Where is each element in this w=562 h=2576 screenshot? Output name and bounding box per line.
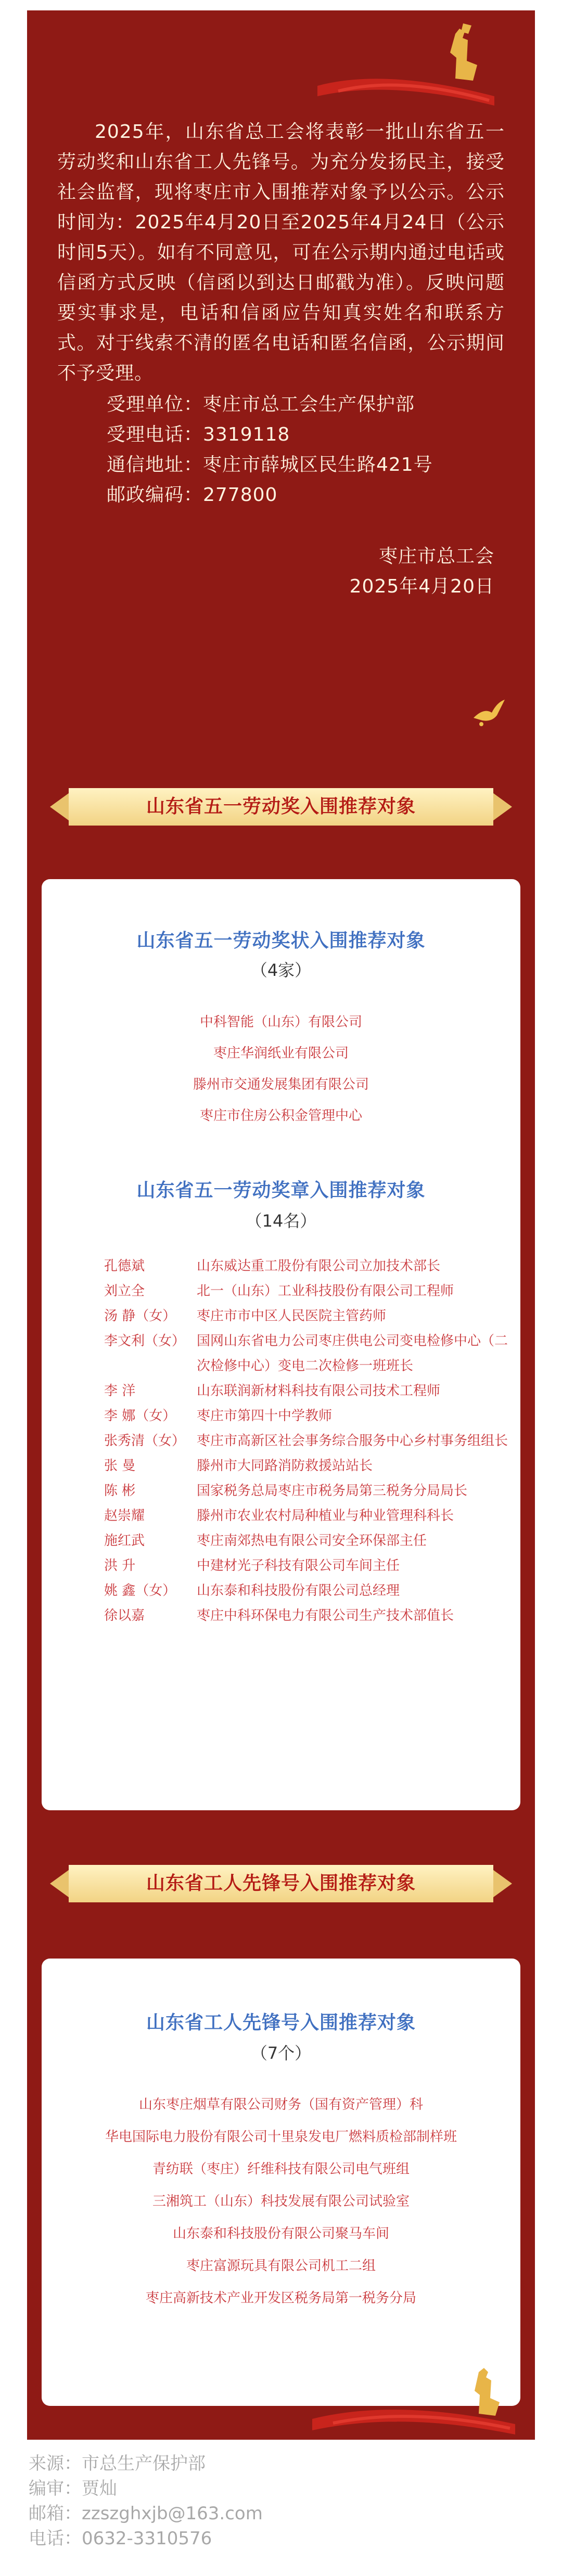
pioneer-org-list (42, 2089, 520, 2314)
ribbon-flag-decoration-top (307, 18, 505, 107)
person-name: 张秀清（女） (104, 1433, 186, 1449)
person-row (104, 1403, 520, 1428)
footer-editor: 编审：贾灿 (29, 2478, 117, 2499)
pioneer-banner-text: 山东省工人先锋号入围推荐对象 (146, 1873, 416, 1894)
pioneer-org: 山东枣庄烟草有限公司财务（国有资产管理）科 (138, 2097, 423, 2113)
notice-section (57, 117, 505, 602)
person-unit: 枣庄中科环保电力有限公司生产技术部值长 (197, 1608, 454, 1624)
contact-postcode: 邮政编码：277800 (107, 484, 278, 506)
medal-org: 枣庄市住房公积金管理中心 (199, 1108, 362, 1124)
person-unit: 枣庄市第四十中学教师 (197, 1408, 333, 1424)
person-row (104, 1379, 520, 1403)
contact-address: 通信地址：枣庄市薛城区民生路421号 (107, 454, 433, 475)
pioneer-card (42, 1959, 520, 2406)
person-name: 李文利（女） (104, 1333, 186, 1349)
dove-decoration (471, 697, 507, 728)
footer-source: 来源：市总生产保护部 (29, 2453, 206, 2474)
notice-date: 2025年4月20日 (349, 576, 494, 597)
footer-phone: 电话：0632-3310576 (29, 2528, 212, 2549)
person-name: 徐以嘉 (104, 1608, 145, 1624)
person-unit: 枣庄市高新区社会事务综合服务中心乡村事务组组长 (197, 1433, 508, 1449)
person-row (104, 1553, 520, 1578)
pioneer-title: 山东省工人先锋号入围推荐对象 (146, 2012, 416, 2033)
signer: 枣庄市总工会 (378, 546, 494, 567)
person-row (104, 1254, 520, 1279)
contact-phone: 受理电话：3319118 (107, 424, 290, 445)
person-unit: 滕州市大同路消防救援站站长 (197, 1458, 373, 1474)
medal-org: 滕州市交通发展集团有限公司 (193, 1077, 369, 1092)
person-row (104, 1428, 520, 1453)
person-name: 赵崇耀 (104, 1508, 145, 1524)
pioneer-org: 青纺联（枣庄）纤维科技有限公司电气班组 (152, 2161, 410, 2177)
person-name: 刘立全 (104, 1283, 145, 1299)
person-name: 陈 彬 (104, 1483, 136, 1499)
person-unit: 枣庄市市中区人民医院主管药师 (197, 1308, 387, 1324)
pioneer-banner (48, 1860, 514, 1908)
person-row (104, 1603, 520, 1628)
badge-count: （14名） (245, 1211, 317, 1231)
contact-unit: 受理单位：枣庄市总工会生产保护部 (107, 394, 415, 415)
person-row (104, 1279, 520, 1304)
person-name: 姚 鑫（女） (104, 1583, 176, 1599)
labor-award-banner-text: 山东省五一劳动奖入围推荐对象 (146, 796, 416, 817)
pioneer-org: 山东泰和科技股份有限公司聚马车间 (172, 2226, 389, 2242)
person-row (104, 1478, 520, 1503)
person-row (104, 1453, 520, 1478)
person-unit: 枣庄南郊热电有限公司安全环保部主任 (197, 1533, 427, 1549)
contact-block (57, 390, 505, 510)
pioneer-org: 枣庄高新技术产业开发区税务局第一税务分局 (145, 2290, 416, 2306)
person-unit: 中建材光子科技有限公司车间主任 (197, 1558, 400, 1574)
footer-email: 邮箱：zzszghxjb@163.com (29, 2503, 263, 2524)
medal-org: 中科智能（山东）有限公司 (199, 1014, 362, 1030)
person-name: 施红武 (104, 1533, 145, 1549)
person-unit: 北一（山东）工业科技股份有限公司工程师 (197, 1283, 454, 1299)
person-row (104, 1329, 520, 1379)
person-unit: 山东联润新材料科技有限公司技术工程师 (197, 1383, 441, 1399)
footer (29, 2451, 263, 2551)
badge-person-list (104, 1254, 520, 1628)
pioneer-count: （7个） (250, 2043, 312, 2063)
labor-award-card (42, 879, 520, 1810)
medal-org-list (42, 1007, 520, 1131)
medal-title: 山东省五一劳动奖状入围推荐对象 (136, 930, 426, 951)
person-name: 李 洋 (104, 1383, 136, 1399)
person-name: 李 娜（女） (104, 1408, 176, 1424)
medal-org: 枣庄华润纸业有限公司 (213, 1046, 349, 1061)
ribbon-flag-decoration-bottom (307, 2362, 526, 2440)
person-row (104, 1304, 520, 1329)
person-row (104, 1528, 520, 1553)
person-unit: 山东泰和科技股份有限公司总经理 (197, 1583, 400, 1599)
person-row (104, 1503, 520, 1528)
person-name: 洪 升 (104, 1558, 136, 1574)
person-name: 汤 静（女） (104, 1308, 176, 1324)
person-unit: 山东威达重工股份有限公司立加技术部长 (197, 1258, 441, 1274)
pioneer-org: 华电国际电力股份有限公司十里泉发电厂燃料质检部制样班 (105, 2129, 457, 2145)
notice-paragraph: 2025年，山东省总工会将表彰一批山东省五一劳动奖和山东省工人先锋号。为充分发扬民主，接受社会监督，现将枣庄市入围推荐对象予以公示。公示时间为：2025年4月20日至2025年4月24日（公示时间5天）。如有不同意见，可在公示期内通过电话或信函方式反映（信函以到达日邮戳为准）。反映问题要实事求是，电话和信函应告知真实姓名和联系方式。对于线索不清的匿名电话和匿名信函，公示期间不予受理。 (57, 121, 505, 384)
person-name: 孔德斌 (104, 1258, 145, 1274)
person-name: 张 曼 (104, 1458, 136, 1474)
person-unit: 国家税务总局枣庄市税务局第三税务分局局长 (197, 1483, 468, 1499)
person-row (104, 1578, 520, 1603)
medal-count: （4家） (250, 960, 312, 980)
signature-block (57, 542, 505, 602)
pioneer-org: 枣庄富源玩具有限公司机工二组 (186, 2258, 376, 2274)
labor-award-banner (48, 783, 514, 831)
person-unit: 滕州市农业农村局种植业与种业管理科科长 (197, 1508, 454, 1524)
person-unit: 国网山东省电力公司枣庄供电公司变电检修中心（二次检修中心）变电二次检修一班班长 (197, 1333, 508, 1374)
pioneer-org: 三湘筑工（山东）科技发展有限公司试验室 (152, 2194, 410, 2209)
badge-title: 山东省五一劳动奖章入围推荐对象 (136, 1180, 426, 1201)
